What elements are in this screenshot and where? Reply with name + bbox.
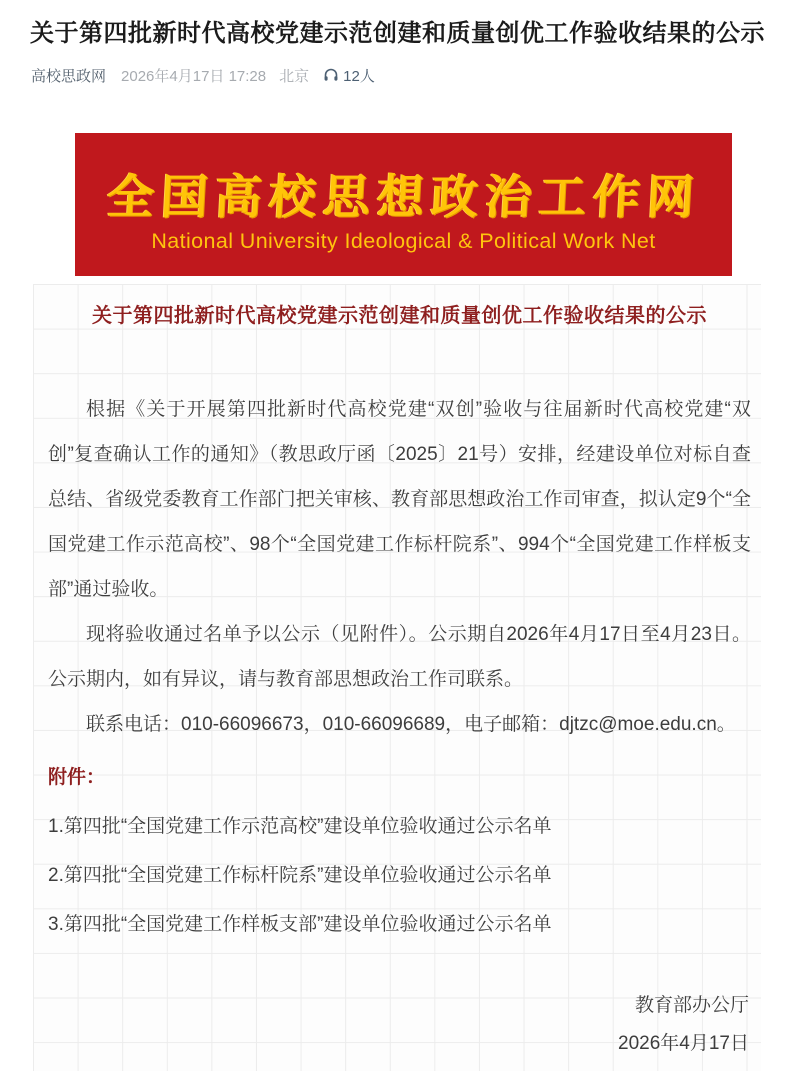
headphone-icon xyxy=(323,67,343,83)
issue-date: 2026年4月17日 xyxy=(618,1033,749,1054)
notice-title: 关于第四批新时代高校党建示范创建和质量创优工作验收结果的公示 xyxy=(92,305,707,327)
page-title: 关于第四批新时代高校党建示范创建和质量创优工作验收结果的公示 xyxy=(30,20,765,47)
banner-title-chinese: 全国高校思想政治工作网 xyxy=(105,169,702,223)
issuing-office: 教育部办公厅 xyxy=(634,995,749,1016)
notice-paragraph-2: 现将验收通过名单予以公示（见附件）。公示期自2026年4月17日至4月23日。公示期内，如有异议，请与教育部思想政治工作司联系。 xyxy=(48,624,751,690)
attachment-item-3: 3.第四批“全国党建工作样板支部”建设单位验收通过公示名单 xyxy=(48,914,552,935)
publish-datetime: 2026年4月17日 17:28 xyxy=(121,67,267,85)
notice-paragraph-contact: 联系电话：010-66096673，010-66096689，电子邮箱：djtzc@moe.edu.cn。 xyxy=(86,714,736,735)
attachments-label: 附件： xyxy=(48,767,106,788)
publish-location: 北京 xyxy=(279,67,310,85)
notice-paragraph-1: 根据《关于开展第四批新时代高校党建“双创”验收与往届新时代高校党建“双创”复查确认工作的通知》（教思政厅函〔2025〕21号）安排，经建设单位对标自查总结、省级党委教育工作部门把关审核、教育部思想政治工作司审查，拟认定9个“全国党建工作示范高校”、98个“全国党建工作标杆院系”、994个“全国党建工作样板支部”通过验收。 xyxy=(48,399,751,600)
attachment-item-2: 2.第四批“全国党建工作标杆院系”建设单位验收通过公示名单 xyxy=(48,865,552,886)
listener-count-label: 12人 xyxy=(343,67,375,85)
source-link[interactable]: 高校思政网 xyxy=(31,67,107,85)
listen-count xyxy=(323,65,375,86)
banner-title-english: National University Ideological & Political Work Net xyxy=(151,228,656,253)
site-banner-image xyxy=(75,133,732,276)
notice-document xyxy=(33,284,761,1071)
signature-block xyxy=(48,987,751,1063)
attachment-item-1: 1.第四批“全国党建工作示范高校”建设单位验收通过公示名单 xyxy=(48,816,552,837)
article-meta xyxy=(31,63,375,87)
